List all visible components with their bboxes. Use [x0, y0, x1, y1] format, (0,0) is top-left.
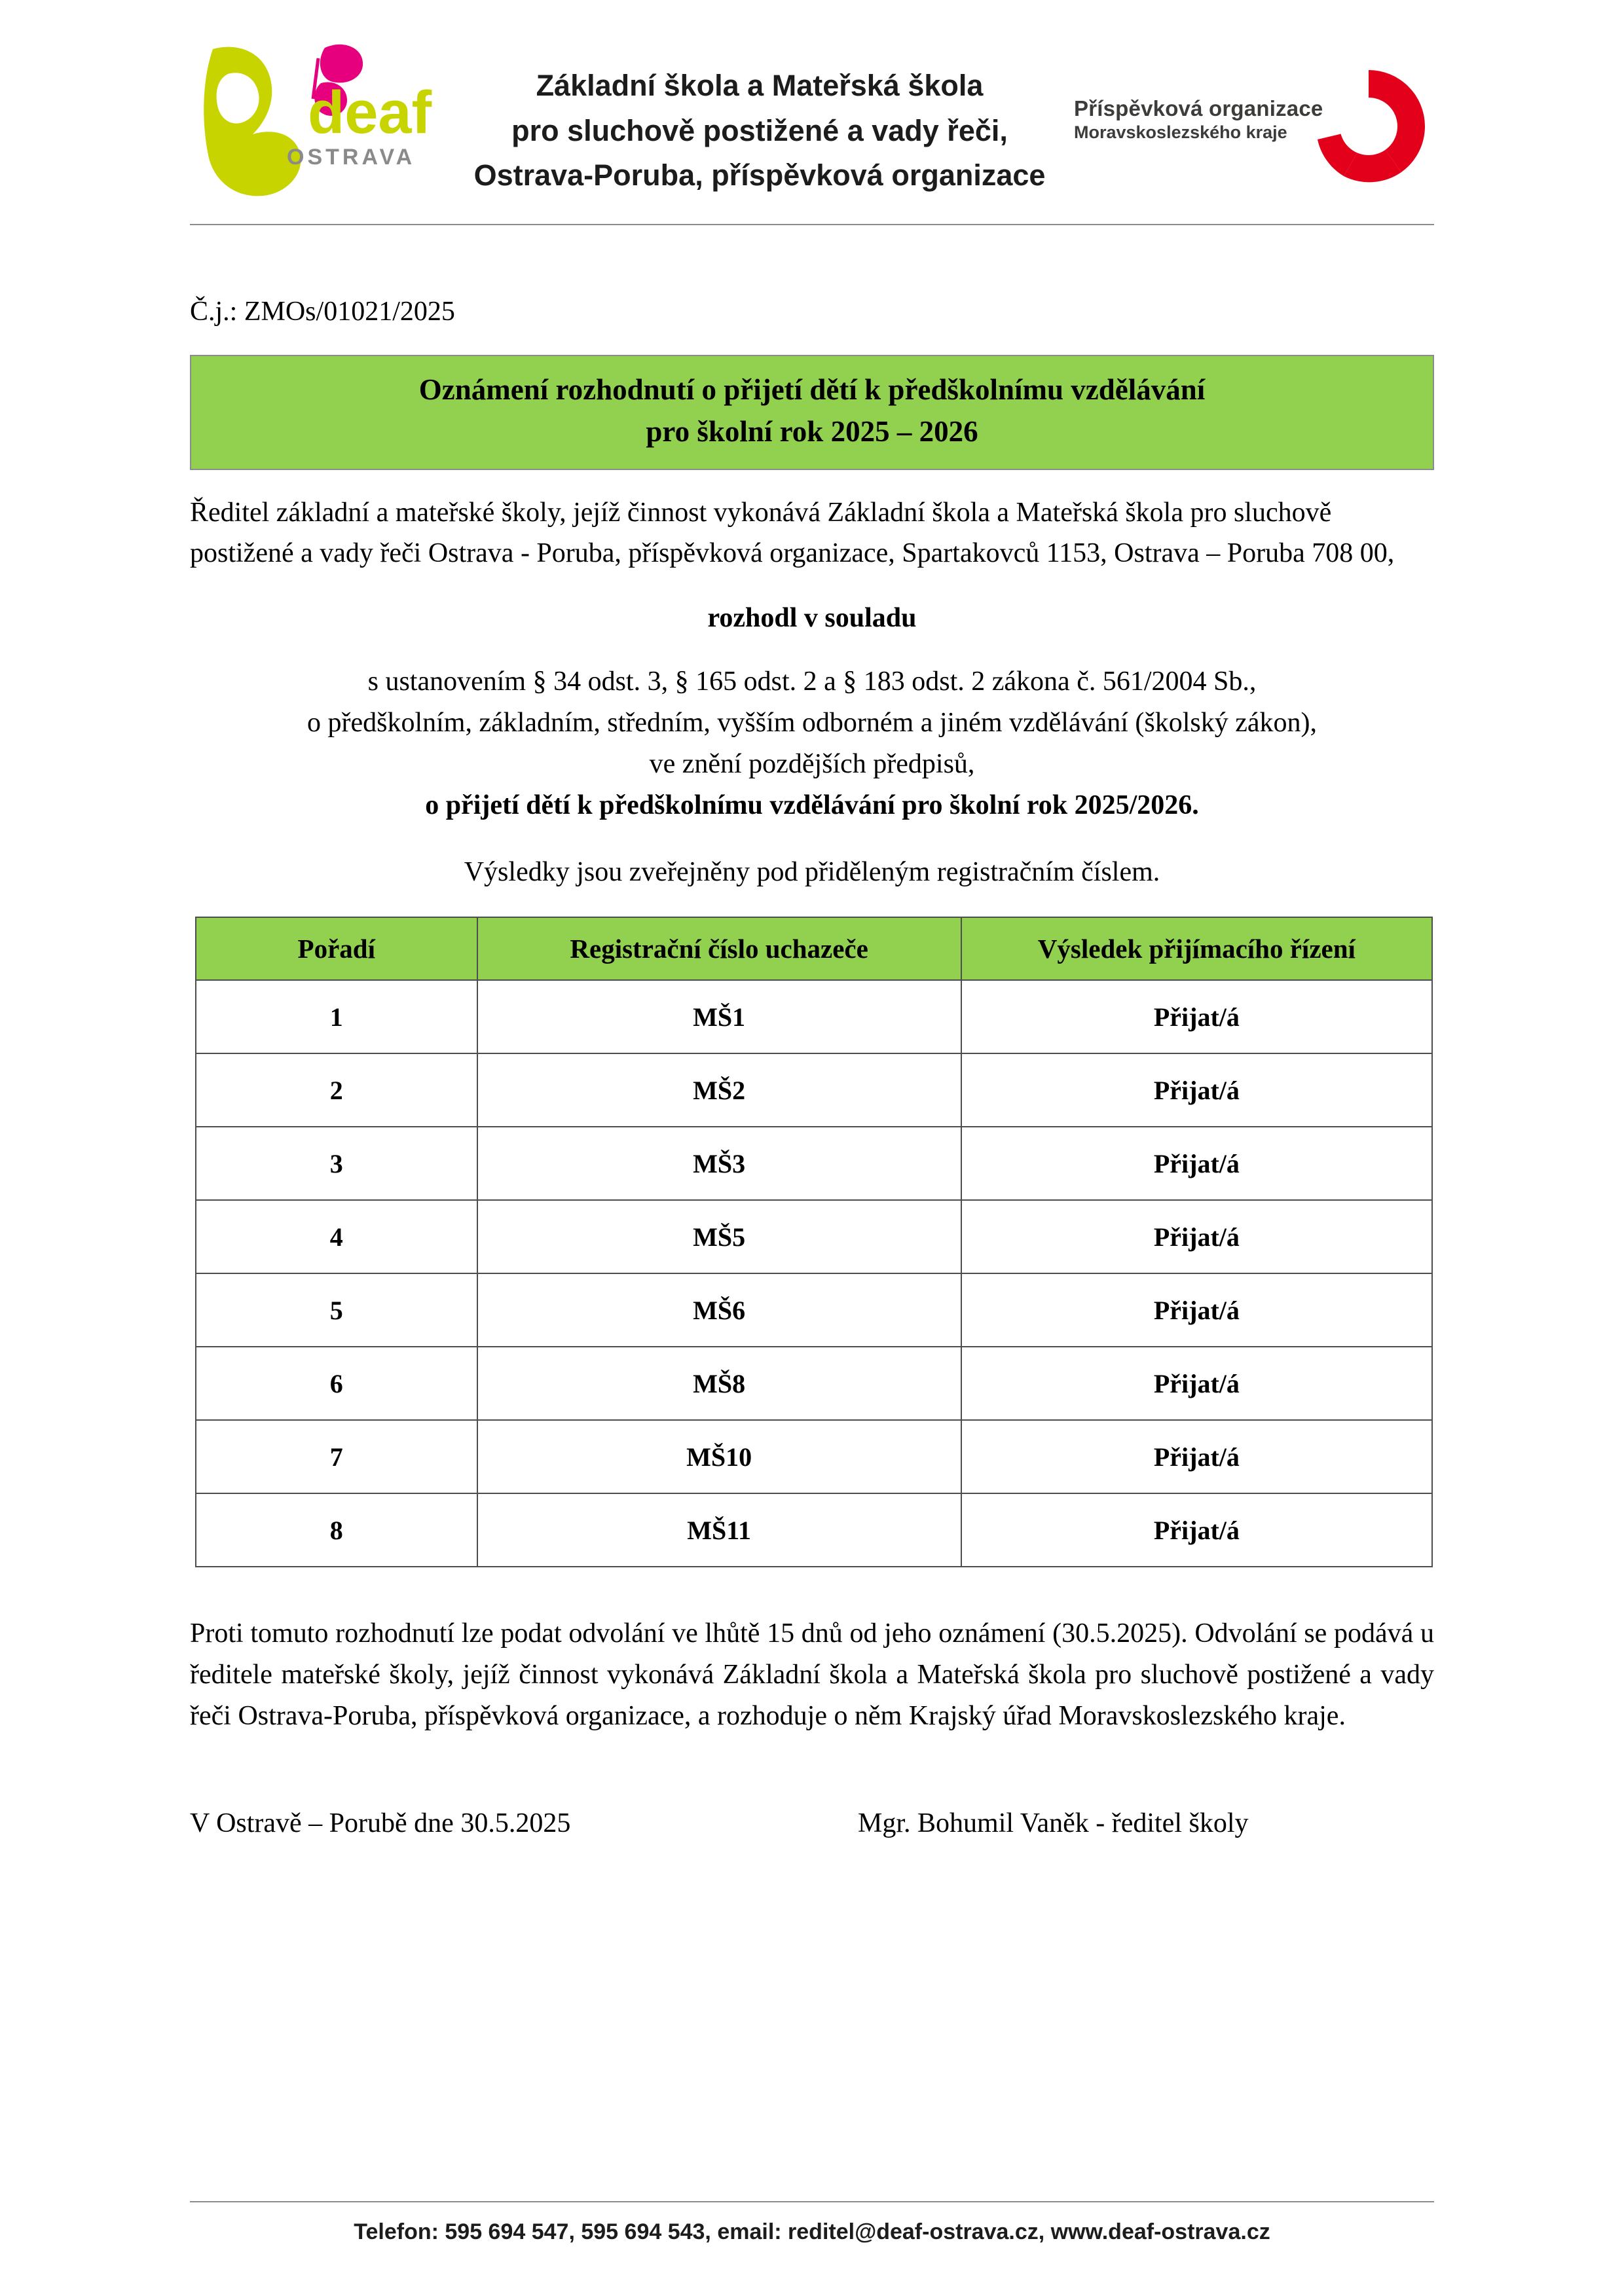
cell-result: Přijat/á	[961, 1053, 1432, 1127]
cell-registration-number: MŠ8	[477, 1347, 961, 1420]
cell-registration-number: MŠ6	[477, 1273, 961, 1347]
msk-logo-mark	[1303, 61, 1434, 192]
cell-order: 3	[196, 1127, 477, 1200]
msk-logo-line-2: Moravskoslezského kraje	[1074, 122, 1287, 142]
intro-paragraph: Ředitel základní a mateřské školy, jejíž činnost vykonává Základní škola a Mateřská škola pro sluchově postižené a vady řeči Ostrava - Poruba, příspěvková organizace, Spartakovců 1153, Ostrava – Poruba 708 00,	[190, 497, 1395, 568]
column-header-result: Výsledek přijímacího řízení	[961, 917, 1432, 980]
cell-result: Přijat/á	[961, 1347, 1432, 1420]
cell-registration-number: MŠ5	[477, 1200, 961, 1273]
cell-result: Přijat/á	[961, 1420, 1432, 1493]
column-header-order: Pořadí	[196, 917, 477, 980]
cell-order: 5	[196, 1273, 477, 1347]
cell-registration-number: MŠ11	[477, 1493, 961, 1567]
cell-result: Přijat/á	[961, 980, 1432, 1053]
decision-heading: rozhodl v souladu	[707, 603, 917, 634]
document-header	[190, 0, 1434, 216]
legal-basis	[190, 661, 1434, 826]
results-table	[195, 917, 1433, 1567]
msk-organization-logo	[1067, 56, 1434, 206]
document-footer	[190, 2201, 1434, 2245]
cell-result: Přijat/á	[961, 1127, 1432, 1200]
school-name-line-1: Základní škola a Mateřská škola	[536, 69, 984, 103]
reference-number: Č.j.: ZMOs/01021/2025	[190, 297, 455, 327]
cell-result: Přijat/á	[961, 1200, 1432, 1273]
table-row	[196, 1127, 1432, 1200]
table-row	[196, 1420, 1432, 1493]
school-name-line-3: Ostrava-Poruba, příspěvková organizace	[473, 158, 1046, 192]
cell-order: 4	[196, 1200, 477, 1273]
table-row	[196, 1493, 1432, 1567]
cell-order: 7	[196, 1420, 477, 1493]
table-row	[196, 980, 1432, 1053]
director-signature: Mgr. Bohumil Vaněk - ředitel školy	[858, 1808, 1249, 1839]
deaf-logo-graphic	[190, 36, 452, 226]
column-header-registration-number: Registrační číslo uchazeče	[477, 917, 961, 980]
cell-result: Přijat/á	[961, 1493, 1432, 1567]
footer-contact: Telefon: 595 694 547, 595 694 543, email: reditel@deaf-ostrava.cz, www.deaf-ostrava.cz	[354, 2219, 1270, 2244]
cell-registration-number: MŠ1	[477, 980, 961, 1053]
legal-line-4: o přijetí dětí k předškolnímu vzdělávání pro školní rok 2025/2026.	[425, 790, 1199, 821]
cell-registration-number: MŠ3	[477, 1127, 961, 1200]
table-row	[196, 1273, 1432, 1347]
school-name	[452, 64, 1067, 198]
table-row	[196, 1053, 1432, 1127]
legal-line-1: s ustanovením § 34 odst. 3, § 165 odst. 2 a § 183 odst. 2 zákona č. 561/2004 Sb.,	[367, 666, 1257, 697]
legal-line-3: ve znění pozdějších předpisů,	[649, 749, 975, 780]
cell-order: 2	[196, 1053, 477, 1127]
document-title-box	[190, 355, 1434, 470]
appeal-paragraph: Proti tomuto rozhodnutí lze podat odvolání ve lhůtě 15 dnů od jeho oznámení (30.5.2025). Odvolání se podává u ředitele mateřské školy, jejíž činnost vykonává Základní škola a Mateřská škola pro sluchově postižené a vady řeči Ostrava-Poruba, příspěvková organizace, a rozhoduje o něm Krajský úřad Moravskoslezského kraje.	[190, 1618, 1434, 1732]
deaf-logo-wordmark: deaf	[308, 79, 432, 146]
msk-logo-line-1: Příspěvková organizace	[1074, 96, 1323, 120]
table-row	[196, 1347, 1432, 1420]
cell-order: 8	[196, 1493, 477, 1567]
results-note: Výsledky jsou zveřejněny pod přiděleným registračním číslem.	[464, 857, 1160, 888]
footer-divider	[190, 2201, 1434, 2202]
place-and-date: V Ostravě – Porubě dne 30.5.2025	[190, 1808, 571, 1839]
table-row	[196, 1200, 1432, 1273]
document-title-line-2: pro školní rok 2025 – 2026	[646, 414, 978, 448]
signature-block	[190, 1808, 1434, 1839]
cell-result: Přijat/á	[961, 1273, 1432, 1347]
school-name-line-2: pro sluchově postižené a vady řeči,	[511, 113, 1008, 147]
table-header-row	[196, 917, 1432, 980]
cell-registration-number: MŠ2	[477, 1053, 961, 1127]
cell-registration-number: MŠ10	[477, 1420, 961, 1493]
document-title-line-1: Oznámení rozhodnutí o přijetí dětí k předškolnímu vzdělávání	[418, 373, 1206, 406]
cell-order: 1	[196, 980, 477, 1053]
cell-order: 6	[196, 1347, 477, 1420]
deaf-ostrava-logo	[190, 36, 452, 226]
legal-line-2: o předškolním, základním, středním, vyšším odborném a jiném vzdělávání (školský zákon),	[306, 708, 1318, 738]
deaf-logo-subtext: OSTRAVA	[287, 145, 416, 170]
